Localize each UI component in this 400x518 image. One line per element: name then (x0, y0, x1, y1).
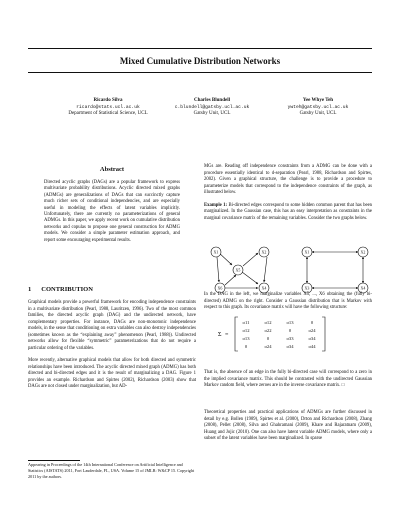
footnote: Appearing in Proceedings of the 14th International Conference on Artificial Intelligence and Statistics (AISTATS) 2011, Fort Lauderdale, FL, USA. Volume 15 of JMLR: W&CP 15. Copyright 2011 by the authors. (28, 462, 195, 479)
matrix-cell: σ22 (264, 328, 272, 333)
matrix-bracket-right (322, 317, 325, 351)
dag-edge (264, 257, 267, 282)
matrix-cell: σ13 (242, 336, 250, 341)
matrix-symbol: Σ (218, 332, 222, 338)
author-3 (258, 98, 378, 118)
author-email: c.blundell@gatsby.ucl.ac.uk (174, 104, 250, 110)
author-name: Ricardo Silva (93, 98, 123, 103)
footnote-rule (28, 460, 80, 461)
covariance-matrix (212, 314, 372, 354)
right-column-after-matrix (204, 370, 372, 390)
node-label: X1 (213, 249, 219, 255)
paragraph: More recently, alternative graphical models that allow for both directed and symmetric relationships have been introduced. The acyclic directed mixed graph (ADMG) has both directed and bi-directed edges and it is the result of marginalizing a DAG. Figure 1 provides an example. Richardson and Spirtes (2002), Richardson (2003) show that DAGs are not closed under marginalization, but AD- (28, 358, 196, 389)
qed-box: □ (341, 383, 345, 388)
abstract-text: Directed acyclic graphs (DAGs) are a popular framework to express multivariate probability distributions. Acyclic directed mixed graphs (ADMGs) are generalizations of DAGs that can succinctly capture much richer sets of conditional independencies, and are especially useful in modeling the effects of latent variables implicitly. Unfortunately, there are currently no parameterizations of general ADMGs. In this paper, we apply recent work on cumulative distribution networks and copulas to propose one general construction for ADMG models. We consider a simple parameter estimation approach, and report some encouraging experimental results. (44, 180, 180, 243)
section-number: 1 (28, 286, 32, 293)
node-label: X5 (235, 267, 241, 273)
paper-title: Mixed Cumulative Distribution Networks (119, 56, 281, 66)
author-name: Charles Blundell (194, 98, 230, 103)
section-heading (28, 286, 103, 293)
author-1 (48, 98, 168, 118)
matrix-equals: = (225, 332, 229, 338)
matrix-cell: σ33 (286, 336, 294, 341)
matrix-cell: σ13 (286, 320, 294, 325)
matrix-cell: σ34 (308, 336, 316, 341)
matrix-cell: σ12 (264, 320, 272, 325)
matrix-cell: 0 (288, 328, 292, 333)
node-label: X1 (304, 249, 310, 255)
left-column-body (28, 300, 196, 391)
paragraph: Graphical models provide a powerful framework for encoding independence constraints in a multivariate distribution (Pearl, 1988, Lauritzen, 1996). Two of the most common families, the directed acyclic graph (DAG) and the undirected network, have complementary properties. For instance, DAGs are non-monotonic independence models, in the sense that conditioning on extra variables can also destroy independencies (sometimes known as the “explaining away” phenomenon (Pearl, 1988)). Undirected networks allow for flexible “symmetric” parameterizations that do not require a particular ordering of the variables. (28, 300, 196, 351)
matrix-cell: σ11 (242, 320, 250, 325)
matrix-cell: 0 (266, 336, 270, 341)
example-paragraph (204, 203, 372, 223)
author-email: ricardo@stats.ucl.ac.uk (76, 104, 140, 110)
dag-edge (217, 257, 219, 282)
author-2 (152, 98, 272, 118)
node-label: X2 (261, 249, 267, 255)
author-affiliation: Gatsby Unit, UCL (299, 111, 337, 117)
admg-nodes (302, 247, 368, 293)
abstract-heading: Abstract (99, 166, 125, 173)
section-title: CONTRIBUTION (41, 286, 93, 293)
right-column-bottom: Theoretical properties and practical applications of ADMGs are further discussed in detail by e.g. Bollen (1989), Spirtes et al. (2000), Drton and Richardson (2008), Zhang (2008), Pellet (2008), Silva and Ghahramani (2009), Khare and Rajaratnam (2009), Huang and Jojic (2010). One can also have latent variable ADMG models, where only a subset of the latent variables have been marginalized. In sparse (204, 410, 372, 441)
paragraph: That is, the absence of an edge in the fully bi-directed case will correspond to a zero in the implied covariance matrix. This should be contrasted with the undirected Gaussian Markov random field, where zeroes are in the inverse covariance matrix. (204, 370, 372, 388)
dag-edge (242, 272, 258, 284)
paragraph: MGs are. Reading off independence constraints from a ADMG can be done with a procedure essentially identical to d-separation (Pearl, 1988, Richardson and Spirtes, 2002). Given a graphical structure, the challenge is to provide a procedure to parameterize models that correspond to the independence constraints of the graph, as illustrated below. (204, 164, 372, 195)
matrix-cell: σ12 (242, 328, 250, 333)
admg-node-labels (305, 250, 366, 291)
matrix-bracket-left (235, 317, 238, 351)
graph-figure (204, 240, 372, 300)
dag-edge (243, 253, 258, 266)
matrix-cell: σ34 (286, 344, 294, 349)
example-label: Example 1: (204, 202, 228, 208)
right-column-mid: In the DAG in the left, we marginalize variables X5, ..., X6 obtaining the (fully bi-directed) ADMG on the right. Consider a Gaussian distribution that is Markov with respect to this graph. Its covariance matrix will have the following structure: (204, 292, 372, 310)
matrix-cells (242, 320, 316, 349)
author-name: Yee Whye Teh (302, 98, 334, 103)
author-affiliation: Gatsby Unit, UCL (193, 111, 231, 117)
dag-edge (225, 275, 236, 285)
matrix-cell: σ44 (308, 344, 316, 349)
right-column-top (204, 164, 372, 222)
author-affiliation: Department of Statistical Science, UCL (68, 111, 148, 117)
title-rule-bottom (28, 72, 372, 73)
author-email: ywteh@gatsby.ucl.ac.uk (287, 104, 349, 110)
matrix-cell: σ24 (308, 328, 316, 333)
title-rule-top (28, 48, 372, 49)
example-text: Bi-directed edges correspond to some hidden common parent that has been marginalized. In the Gaussian case, this has an easy interpretation as constraints in the marginal covariance matrix of the remaining variables. Consider the two graphs below. (204, 202, 372, 221)
node-label: X4 (360, 285, 366, 291)
node-label: X6 (217, 285, 223, 291)
node-label: X3 (304, 285, 310, 291)
node-label: X2 (360, 249, 366, 255)
node-label: X4 (261, 285, 267, 291)
matrix-cell: σ24 (264, 344, 272, 349)
matrix-cell: 0 (310, 320, 314, 325)
matrix-cell: 0 (244, 344, 248, 349)
